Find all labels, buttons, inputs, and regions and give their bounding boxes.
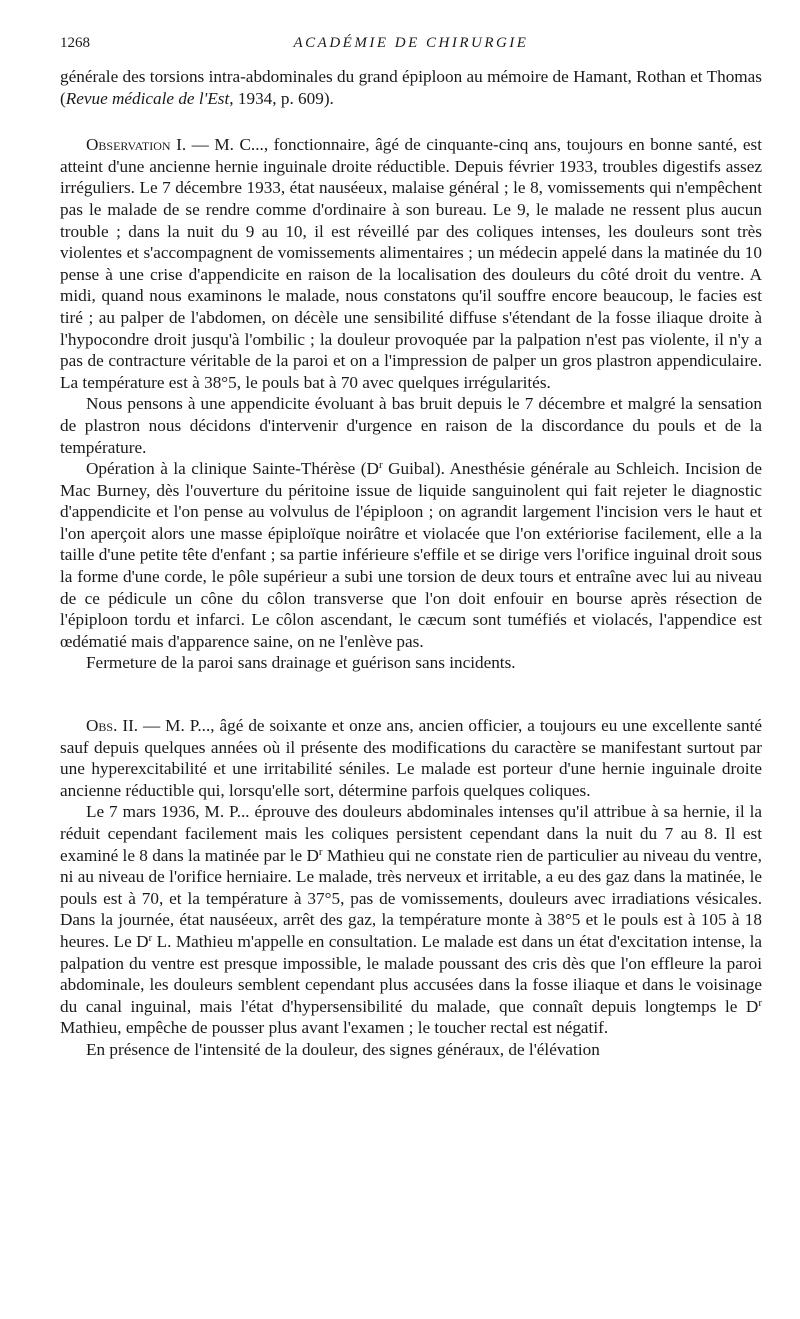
- intro-paragraph: [60, 66, 762, 109]
- obs2-p2-text-c: L. Mathieu m'appelle en consultation. Le malade est dans un état d'excitation intense, la palpation du ventre est presque impossible, le malade poussant des cris dès que l'on effleure la paroi abdominale, les douleurs semblent cependant plus accusées dans la fosse iliaque et dans le voisinage du canal inguinal, mais l'état d'hypersensibilité du malade, que connaît depuis longtemps le D: [60, 931, 762, 1016]
- obs2-p1-text: — M. P..., âgé de soixante et onze ans, ancien officier, a toujours eu une excellente santé sauf depuis quelques années où il présente des modifications du caractère se manifestant surtout par une hyperexcitabilité et une irritabilité séniles. Le malade est porteur d'une hernie inguinale droite ancienne réductible qui, lorsqu'elle sort, détermine parfois quelques coliques.: [60, 716, 762, 800]
- observation-2: [60, 715, 762, 1061]
- obs1-p1-text: — M. C..., fonctionnaire, âgé de cinquante-cinq ans, toujours en bonne santé, est atteint d'une ancienne hernie inguinale droite réductible. Depuis février 1933, troubles digestifs assez irréguliers. Le 7 décembre 1933, état nauséeux, malaise général ; le 8, vomissements qui n'empêchent pas le malade de se rendre comme d'ordinaire à son bureau. Le 9, le malade ne ressent plus aucun trouble ; dans la nuit du 9 au 10, il est réveillé par des coliques intenses, les douleurs sont très violentes et s'accompagnent de vomissements alimentaires ; un médecin appelé dans la matinée du 10 pense à une crise d'appendicite en raison de la localisation des douleurs du côté droit du ventre. A midi, quand nous examinons le malade, nous constatons qu'il souffre encore beaucoup, le facies est tiré ; au palper de l'abdomen, on décèle une sensibilité diffuse s'étendant de la fosse iliaque droite à l'hypocondre droit jusqu'à l'ombilic ; la douleur provoquée par la palpation n'est pas violente, il n'y a pas de contracture véritable de la paroi et on a l'impression de palper un gros plastron appendiculaire. La température est à 38°5, le pouls bat à 70 avec quelques irrégularités.: [60, 135, 762, 392]
- obs2-p2-sup-3: r: [758, 996, 762, 1009]
- obs2-paragraph-3: En présence de l'intensité de la douleur, des signes généraux, de l'élévation: [86, 1039, 600, 1059]
- obs2-paragraph-1: [60, 715, 762, 801]
- obs2-p2-text-a: Le 7 mars 1936, M. P... éprouve des douleurs abdominales intenses qu'il attribue à sa hernie, il la réduit cependant facilement mais les coliques persistent cependant dans la nuit du 7 au 8. Il est examiné le 8 dans la matinée par le D: [60, 802, 762, 865]
- body-text: [60, 66, 762, 1061]
- obs2-p2-sup-2: r: [148, 931, 153, 944]
- journal-title: ACADÉMIE DE CHIRURGIE: [293, 35, 529, 51]
- obs2-heading: Obs. II.: [86, 716, 139, 736]
- obs1-paragraph-2: Nous pensons à une appendicite évoluant à bas bruit depuis le 7 décembre et malgré la sensation de plastron nous décidons d'intervenir d'urgence en raison de la discordance du pouls et de la température.: [60, 394, 762, 457]
- obs2-paragraph-2: [60, 801, 762, 1039]
- obs1-p3-text-b: Guibal). Anesthésie générale au Schleich. Incision de Mac Burney, dès l'ouverture du péritoine issue de liquide sanguinolent qui fait rejeter le diagnostic d'appendicite et l'on pense au volvulus de l'épiploon ; on agrandit largement l'incision vers le haut et l'on aperçoit alors une masse épiploïque noirâtre et violacée que l'on extériorise facilement, elle a la taille d'une petite tête d'enfant ; sa partie inférieure s'effile et se dirige vers l'orifice inguinal droit sous la forme d'une corde, le pôle supérieur a subi une torsion de deux tours et entraîne avec lui au niveau de ce pédicule un cône du côlon transverse que l'on doit enfouir en bourse après résection de l'épiploon tordu et infarci. Le côlon ascendant, le cæcum sont tuméfiés et violacés, l'appendice est œdématié mais d'apparence saine, on ne l'enlève pas.: [60, 459, 762, 651]
- intro-text-before: générale des torsions intra-abdominales du grand épiploon au mémoire de Hamant, Rothan et Thomas (: [60, 67, 762, 108]
- running-head: [60, 30, 762, 56]
- obs1-heading: Observation I.: [86, 135, 187, 155]
- obs1-paragraph-3: [60, 458, 762, 652]
- obs2-p2-text-d: Mathieu, empêche de pousser plus avant l'examen ; le toucher rectal est négatif.: [60, 1018, 609, 1038]
- obs1-p3-text-a: Opération à la clinique Sainte-Thérèse (D: [86, 459, 379, 479]
- document-page: [60, 30, 762, 1061]
- obs1-paragraph-1: [60, 134, 762, 393]
- obs2-p2-text-b: Mathieu qui ne constate rien de particulier au niveau du ventre, ni au niveau de l'orifice herniaire. Le malade, très nerveux et irritable, a eu des gaz dans la matinée, le pouls est à 70, et la température à 37°5, pas de vomissements, douleurs avec irradiations vésicales. Dans la journée, état nauséeux, arrêt des gaz, la température monte à 38°5 et le pouls est à 105 à 18 heures. Le D: [60, 845, 762, 951]
- intro-text-after: , 1934, p. 609).: [229, 88, 334, 108]
- obs1-p3-sup: r: [378, 459, 383, 472]
- obs1-paragraph-4: Fermeture de la paroi sans drainage et guérison sans incidents.: [86, 653, 516, 673]
- journal-citation: Revue médicale de l'Est: [65, 88, 230, 108]
- page-number: 1268: [60, 35, 90, 51]
- obs2-p2-sup-1: r: [318, 845, 323, 858]
- observation-1: [60, 134, 762, 674]
